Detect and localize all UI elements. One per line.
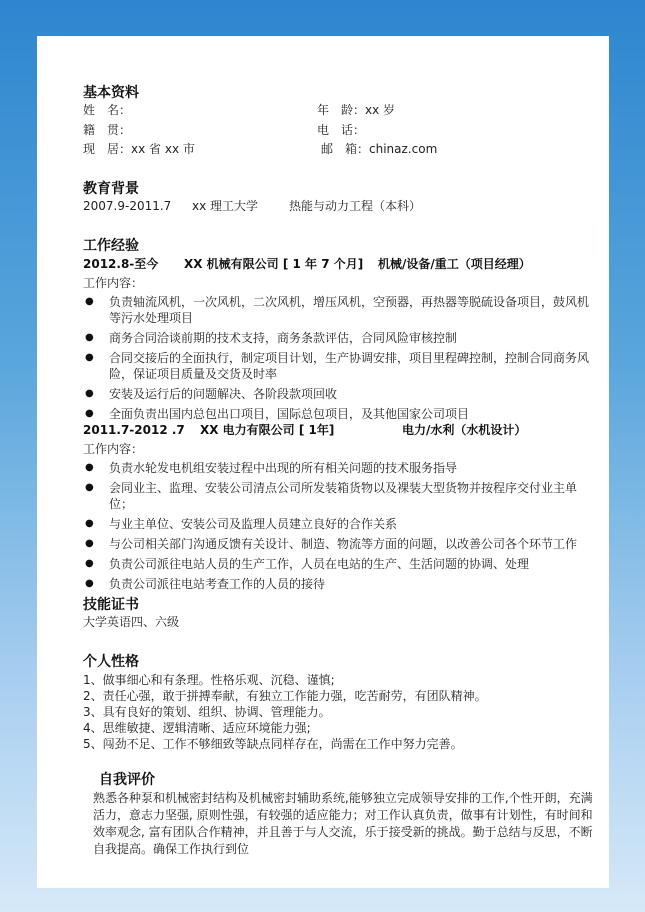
list-item: ● 与公司相关部门沟通反馈有关设计、制造、物流等方面的问题，以改善公司各个环节工作 <box>83 536 593 552</box>
list-item: ● 全面负责出国内总包出口项目，国际总包项目，及其他国家公司项目 <box>83 406 593 422</box>
list-item: 1、做事细心和有条理。性格乐观、沉稳、谨慎; <box>83 673 335 687</box>
list-item: ● 商务合同洽谈前期的技术支持，商务条款评估，合同风险审核控制 <box>83 330 593 346</box>
list-item: ● 安装及运行后的问题解决、各阶段款项回收 <box>83 386 593 402</box>
list-item: 2、责任心强，敢于拼搏奉献，有独立工作能力强，吃苦耐劳，有团队精神。 <box>83 689 487 703</box>
origin-label: 籍 贯： <box>83 123 132 137</box>
self-eval-text: 熟悉各种泵和机械密封结构及机械密封辅助系统,能够独立完成领导安排的工作,个性开朗，充满活力，意志力坚强, 原则性强，有较强的适应能力；对工作认真负责，做事有计划性，有时间和效率观念, 富有团队合作精神，并且善于与人交流，乐于接受新的挑战。勤于总结与反思，不断自我提高。确保工作执行到位 <box>93 791 593 856</box>
education-heading: 教育背景 <box>83 181 139 197</box>
residence-label: 现 居： <box>83 142 132 156</box>
job-1-role: 机械/设备/重工（项目经理） <box>378 257 531 271</box>
age-value: xx 岁 <box>365 103 396 117</box>
education-major: 热能与动力工程（本科） <box>289 199 422 213</box>
personality-heading: 个人性格 <box>83 654 139 670</box>
job-1-company: XX 机械有限公司 [ 1 年 7 个月] <box>184 257 364 271</box>
list-item: 3、具有良好的策划、组织、协调、管理能力。 <box>83 705 331 719</box>
list-item: 5、闯劲不足、工作不够细致等缺点同样存在，尚需在工作中努力完善。 <box>83 737 463 751</box>
resume-page <box>37 36 609 888</box>
email-value: chinaz.com <box>369 142 438 156</box>
job-1-duties <box>83 294 593 426</box>
work-heading: 工作经验 <box>83 238 139 254</box>
list-item: ● 会同业主、监理、安装公司清点公司所发装箱货物以及裸装大型货物并按程序交付业主单位； <box>83 480 593 512</box>
job-2-company: XX 电力有限公司 [ 1年] <box>200 423 335 437</box>
job-2-content-label: 工作内容： <box>83 442 144 456</box>
list-item: 4、思维敏捷、逻辑清晰、适应环境能力强; <box>83 721 311 735</box>
list-item: ● 合同交接后的全面执行，制定项目计划，生产协调安排，项目里程碑控制，控制合同商务风险，保证项目质量及交货及时率 <box>83 350 593 382</box>
age-field <box>317 102 395 119</box>
list-item: ● 与业主单位、安装公司及监理人员建立良好的合作关系 <box>83 516 593 532</box>
self-eval-heading: 自我评价 <box>99 772 155 788</box>
phone-field <box>317 122 365 139</box>
job-1-period: 2012.8-至今 <box>83 257 159 271</box>
email-field <box>321 141 437 158</box>
skills-text: 大学英语四、六级 <box>83 615 180 629</box>
job-2-duties <box>83 460 593 596</box>
name-field <box>83 102 131 119</box>
email-label: 邮 箱： <box>321 142 370 156</box>
list-item: ● 负责水轮发电机组安装过程中出现的所有相关问题的技术服务指导 <box>83 460 593 476</box>
education-period: 2007.9-2011.7 <box>83 199 172 213</box>
age-label: 年 龄： <box>317 103 366 117</box>
education-school: xx 理工大学 <box>192 199 259 213</box>
list-item: ● 负责公司派往电站考查工作的人员的接待 <box>83 576 593 592</box>
phone-label: 电 话： <box>317 123 366 137</box>
residence-field <box>83 141 195 158</box>
origin-field <box>83 122 131 139</box>
list-item: ● 负责公司派往电站人员的生产工作，人员在电站的生产、生活问题的协调、处理 <box>83 556 593 572</box>
job-2-period: 2011.7-2012 .7 <box>83 423 185 437</box>
residence-value: xx 省 xx 市 <box>131 142 195 156</box>
list-item: ● 负责轴流风机，一次风机，二次风机，增压风机，空预器，再热器等脱硫设备项目，鼓风机等污水处理项目 <box>83 294 593 326</box>
job-2-role: 电力/水利（水机设计） <box>402 423 527 437</box>
basic-info-heading: 基本资料 <box>83 85 139 101</box>
skills-heading: 技能证书 <box>83 597 139 613</box>
name-label: 姓 名： <box>83 103 132 117</box>
job-1-content-label: 工作内容： <box>83 276 144 290</box>
